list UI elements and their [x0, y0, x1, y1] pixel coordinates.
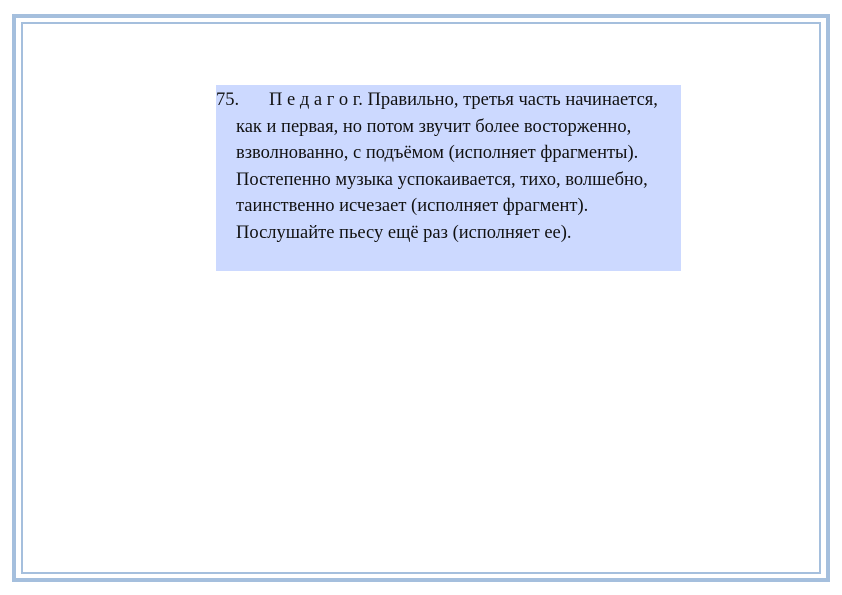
dialogue-paragraph	[216, 87, 677, 246]
dialogue-text-block	[216, 85, 681, 271]
speaker-name: П е д а г о г.	[269, 90, 363, 110]
dialogue-text: Правильно, третья часть начинается, как и первая, но потом звучит более восторженно, взволнованно, с подъёмом (исполняет фрагменты). Постепенно музыка успокаивается, тихо, волшебно, таинственно исчезает (исполняет фрагмент). Послушайте пьесу ещё раз (исполняет ее).	[236, 90, 658, 243]
item-number: 75.	[216, 90, 240, 110]
